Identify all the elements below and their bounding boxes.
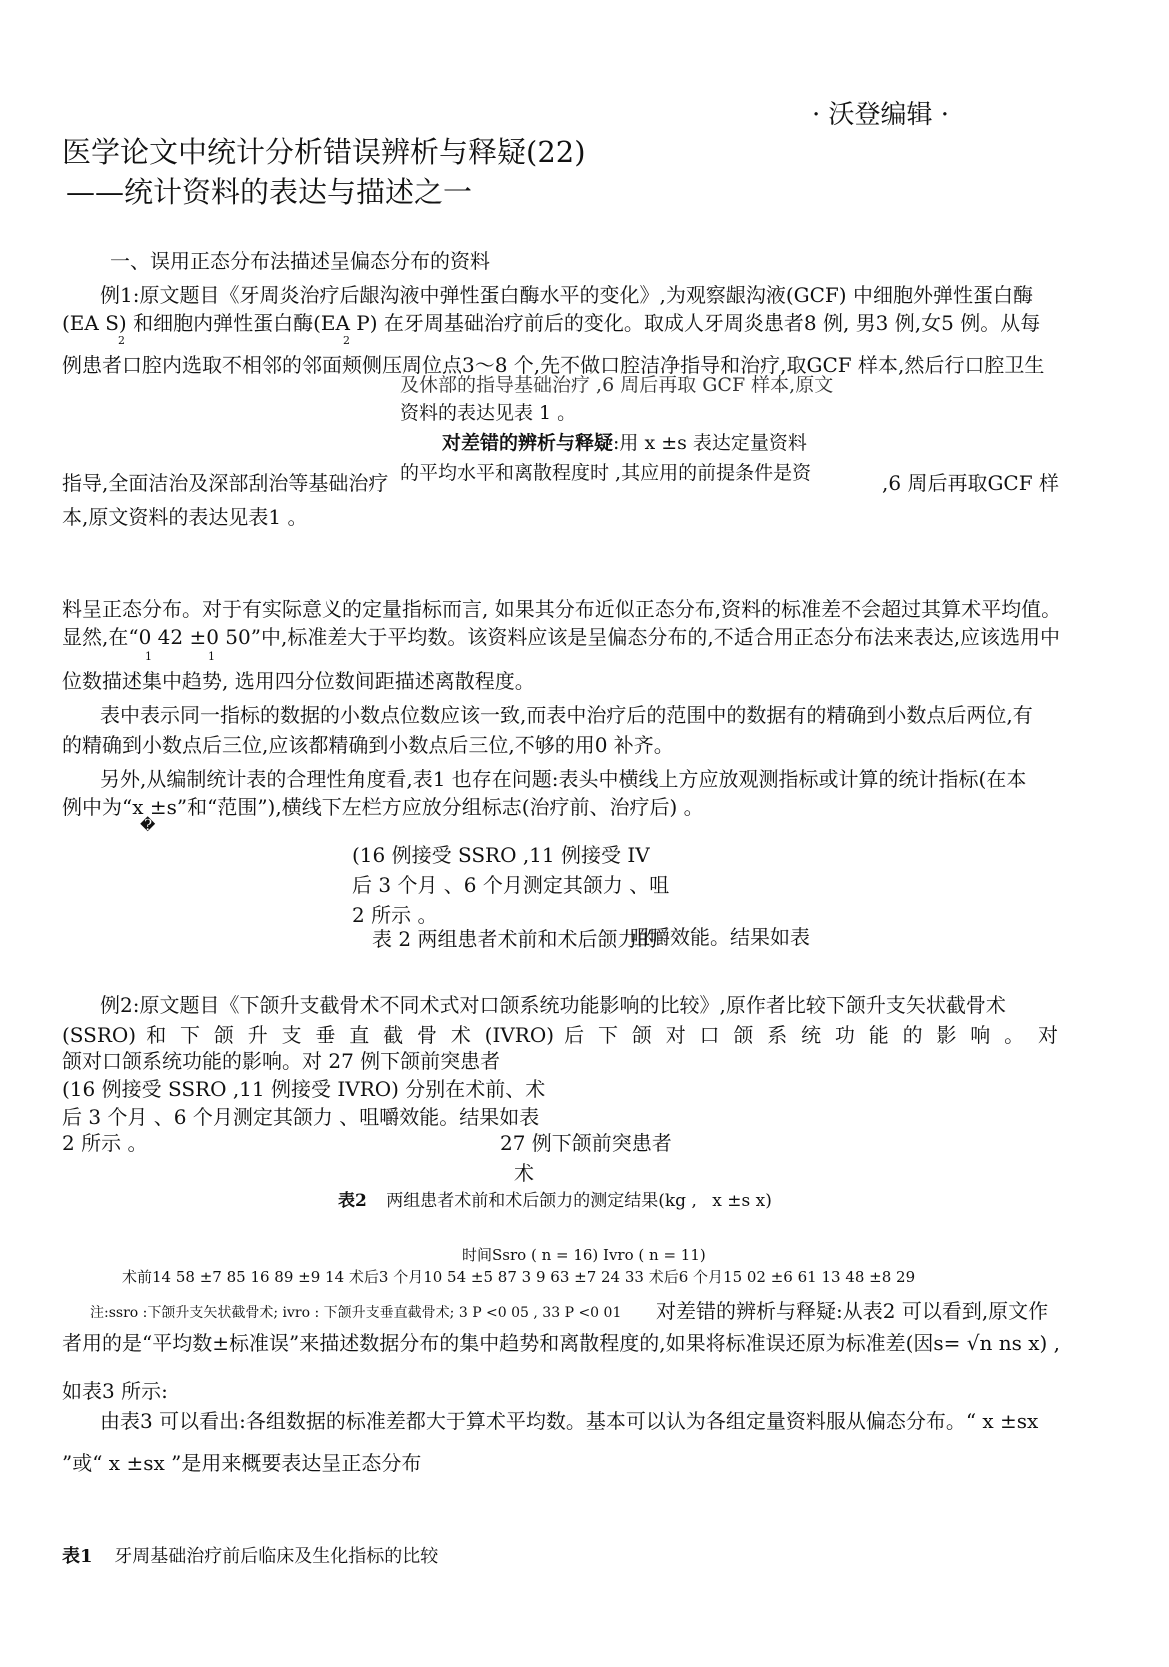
- table1-caption-text: 牙周基础治疗前后临床及生化指标的比较: [114, 1546, 439, 1567]
- paragraph-line: 本,原文资料的表达见表1 。: [62, 505, 308, 529]
- paragraph-line: 例患者口腔内选取不相邻的邻面颊侧压周位点3～8 个,先不做口腔洁净指导和治疗,取GCF 样本,然后行口腔卫生: [62, 353, 1045, 377]
- paragraph-line: ,6 周后再取GCF 样: [882, 471, 1059, 495]
- paragraph-line: 者用的是“平均数±标准误”来描述数据分布的集中趋势和离散程度的,如果将标准误还原为标准差(因s= √n ns x) ,: [62, 1331, 1061, 1355]
- paragraph-line: 显然,在“0 42 ±0 50”中,标准差大于平均数。该资料应该是呈偏态分布的,不适合用正态分布法来表达,应该选用中: [62, 625, 1061, 649]
- centered-line: 术: [514, 1161, 534, 1185]
- paragraph-line: (SSRO) 和 下 颌 升 支 垂 直 截 骨 术 (IVRO) 后 下 颌 对 口 颌 系 统 功 能 的 影 响 。 对: [62, 1023, 1058, 1047]
- overlap-line: 资料的表达见表 1 。: [400, 402, 577, 424]
- paragraph-line: 例中为“x ±s”和“范围”),横线下左栏方应放分组标志(治疗前、治疗后) 。: [62, 795, 704, 819]
- section-heading: 一、误用正态分布法描述呈偏态分布的资料: [110, 249, 490, 273]
- overlap-line: 的平均水平和离散程度时 ,其应用的前提条件是资: [400, 462, 812, 484]
- paragraph-line: 表中表示同一指标的数据的小数点位数应该一致,而表中治疗后的范围中的数据有的精确到小数点后两位,有: [100, 703, 1033, 727]
- subscript: 2: [343, 334, 350, 347]
- table2-caption-text: 两组患者术前和术后颌力的测定结果(kg ,: [386, 1191, 697, 1211]
- article-title: 医学论文中统计分析错误辨析与释疑(22): [62, 135, 586, 169]
- overlap-line: [442, 426, 807, 460]
- table2-caption-label: 表2: [338, 1191, 367, 1211]
- paragraph-line: (16 例接受 SSRO ,11 例接受 IVRO) 分别在术前、术: [62, 1077, 546, 1101]
- paragraph-line: 对差错的辨析与释疑:从表2 可以看到,原文作: [656, 1299, 1049, 1323]
- subscript: 1: [145, 650, 152, 663]
- ghost-line: 2 所示 。: [352, 903, 438, 927]
- paragraph-line: 位数描述集中趋势, 选用四分位数间距描述离散程度。: [62, 669, 535, 693]
- glyph-marker: �: [140, 816, 156, 834]
- overlap-line: 及休部的指导基础治疗 ,6 周后再取 GCF 样本,原文: [400, 374, 834, 396]
- table1-caption: [62, 1542, 438, 1568]
- ghost-line-clipped: 表 2 两组患者术前和术后颌力的: [372, 927, 658, 951]
- paragraph-line: 如表3 所示:: [62, 1379, 168, 1403]
- table2-caption-stat: x ±s x): [712, 1191, 772, 1211]
- table2-note: 注:ssro :下颌升支矢状截骨术; ivro : 下颌升支垂直截骨术; 3 P <0 05 , 33 P <0 01: [90, 1305, 622, 1321]
- paragraph-line: 的精确到小数点后三位,应该都精确到小数点后三位,不够的用0 补齐。: [62, 733, 674, 757]
- subscript: 2: [118, 334, 125, 347]
- paragraph-line: ”或“ x ±sx ”是用来概要表达呈正态分布: [62, 1451, 422, 1475]
- paragraph-line: 另外,从编制统计表的合理性角度看,表1 也存在问题:表头中横线上方应放观测指标或计算的统计指标(在本: [100, 767, 1027, 791]
- table2-header: 时间Ssro ( n = 16) Ivro ( n = 11): [462, 1246, 706, 1264]
- overlap-rest: :用 x ±s 表达定量资料: [613, 432, 807, 454]
- paragraph-line: 由表3 可以看出:各组数据的标准差都大于算术平均数。基本可以认为各组定量资料服从偏态分布。“ x ±sx: [100, 1409, 1039, 1433]
- paragraph-line: 后 3 个月 、6 个月测定其颌力 、咀嚼效能。结果如表: [62, 1105, 540, 1129]
- paragraph-line: 例1:原文题目《牙周炎治疗后龈沟液中弹性蛋白酶水平的变化》,为观察龈沟液(GCF) 中细胞外弹性蛋白酶: [100, 283, 1033, 307]
- paragraph-line: 例2:原文题目《下颌升支截骨术不同术式对口颌系统功能影响的比较》,原作者比较下颌升支矢状截骨术: [100, 993, 1006, 1017]
- centered-line: 27 例下颌前突患者: [500, 1131, 672, 1155]
- table2-caption: [338, 1186, 772, 1211]
- paragraph-line: 指导,全面洁治及深部刮治等基础治疗: [62, 471, 389, 495]
- table1-caption-label: 表1: [62, 1546, 93, 1567]
- column-tag: · 沃登编辑 ·: [812, 100, 950, 130]
- article-subtitle: ——统计资料的表达与描述之一: [66, 175, 473, 209]
- subscript: 1: [208, 650, 215, 663]
- paragraph-line: (EA S) 和细胞内弹性蛋白酶(EA P) 在牙周基础治疗前后的变化。取成人牙周炎患者8 例, 男3 例,女5 例。从每: [62, 311, 1041, 335]
- overlap-bold-label: 对差错的辨析与释疑: [442, 432, 614, 454]
- paragraph-line: 料呈正态分布。对于有实际意义的定量指标而言, 如果其分布近似正态分布,资料的标准差不会超过其算术平均值。: [62, 597, 1062, 621]
- ghost-line: 咀嚼效能。结果如表: [630, 925, 810, 949]
- ghost-line: 后 3 个月 、6 个月测定其颌力 、咀: [352, 873, 670, 897]
- table2-row: 术前14 58 ±7 85 16 89 ±9 14 术后3 个月10 54 ±5 87 3 9 63 ±7 24 33 术后6 个月15 02 ±6 61 13 48 ±8 29: [122, 1268, 916, 1286]
- paragraph-line-clipped: 2 所示 。: [62, 1131, 148, 1155]
- paragraph-line: 颌对口颌系统功能的影响。对 27 例下颌前突患者: [62, 1049, 501, 1073]
- ghost-line: (16 例接受 SSRO ,11 例接受 IV: [352, 843, 650, 867]
